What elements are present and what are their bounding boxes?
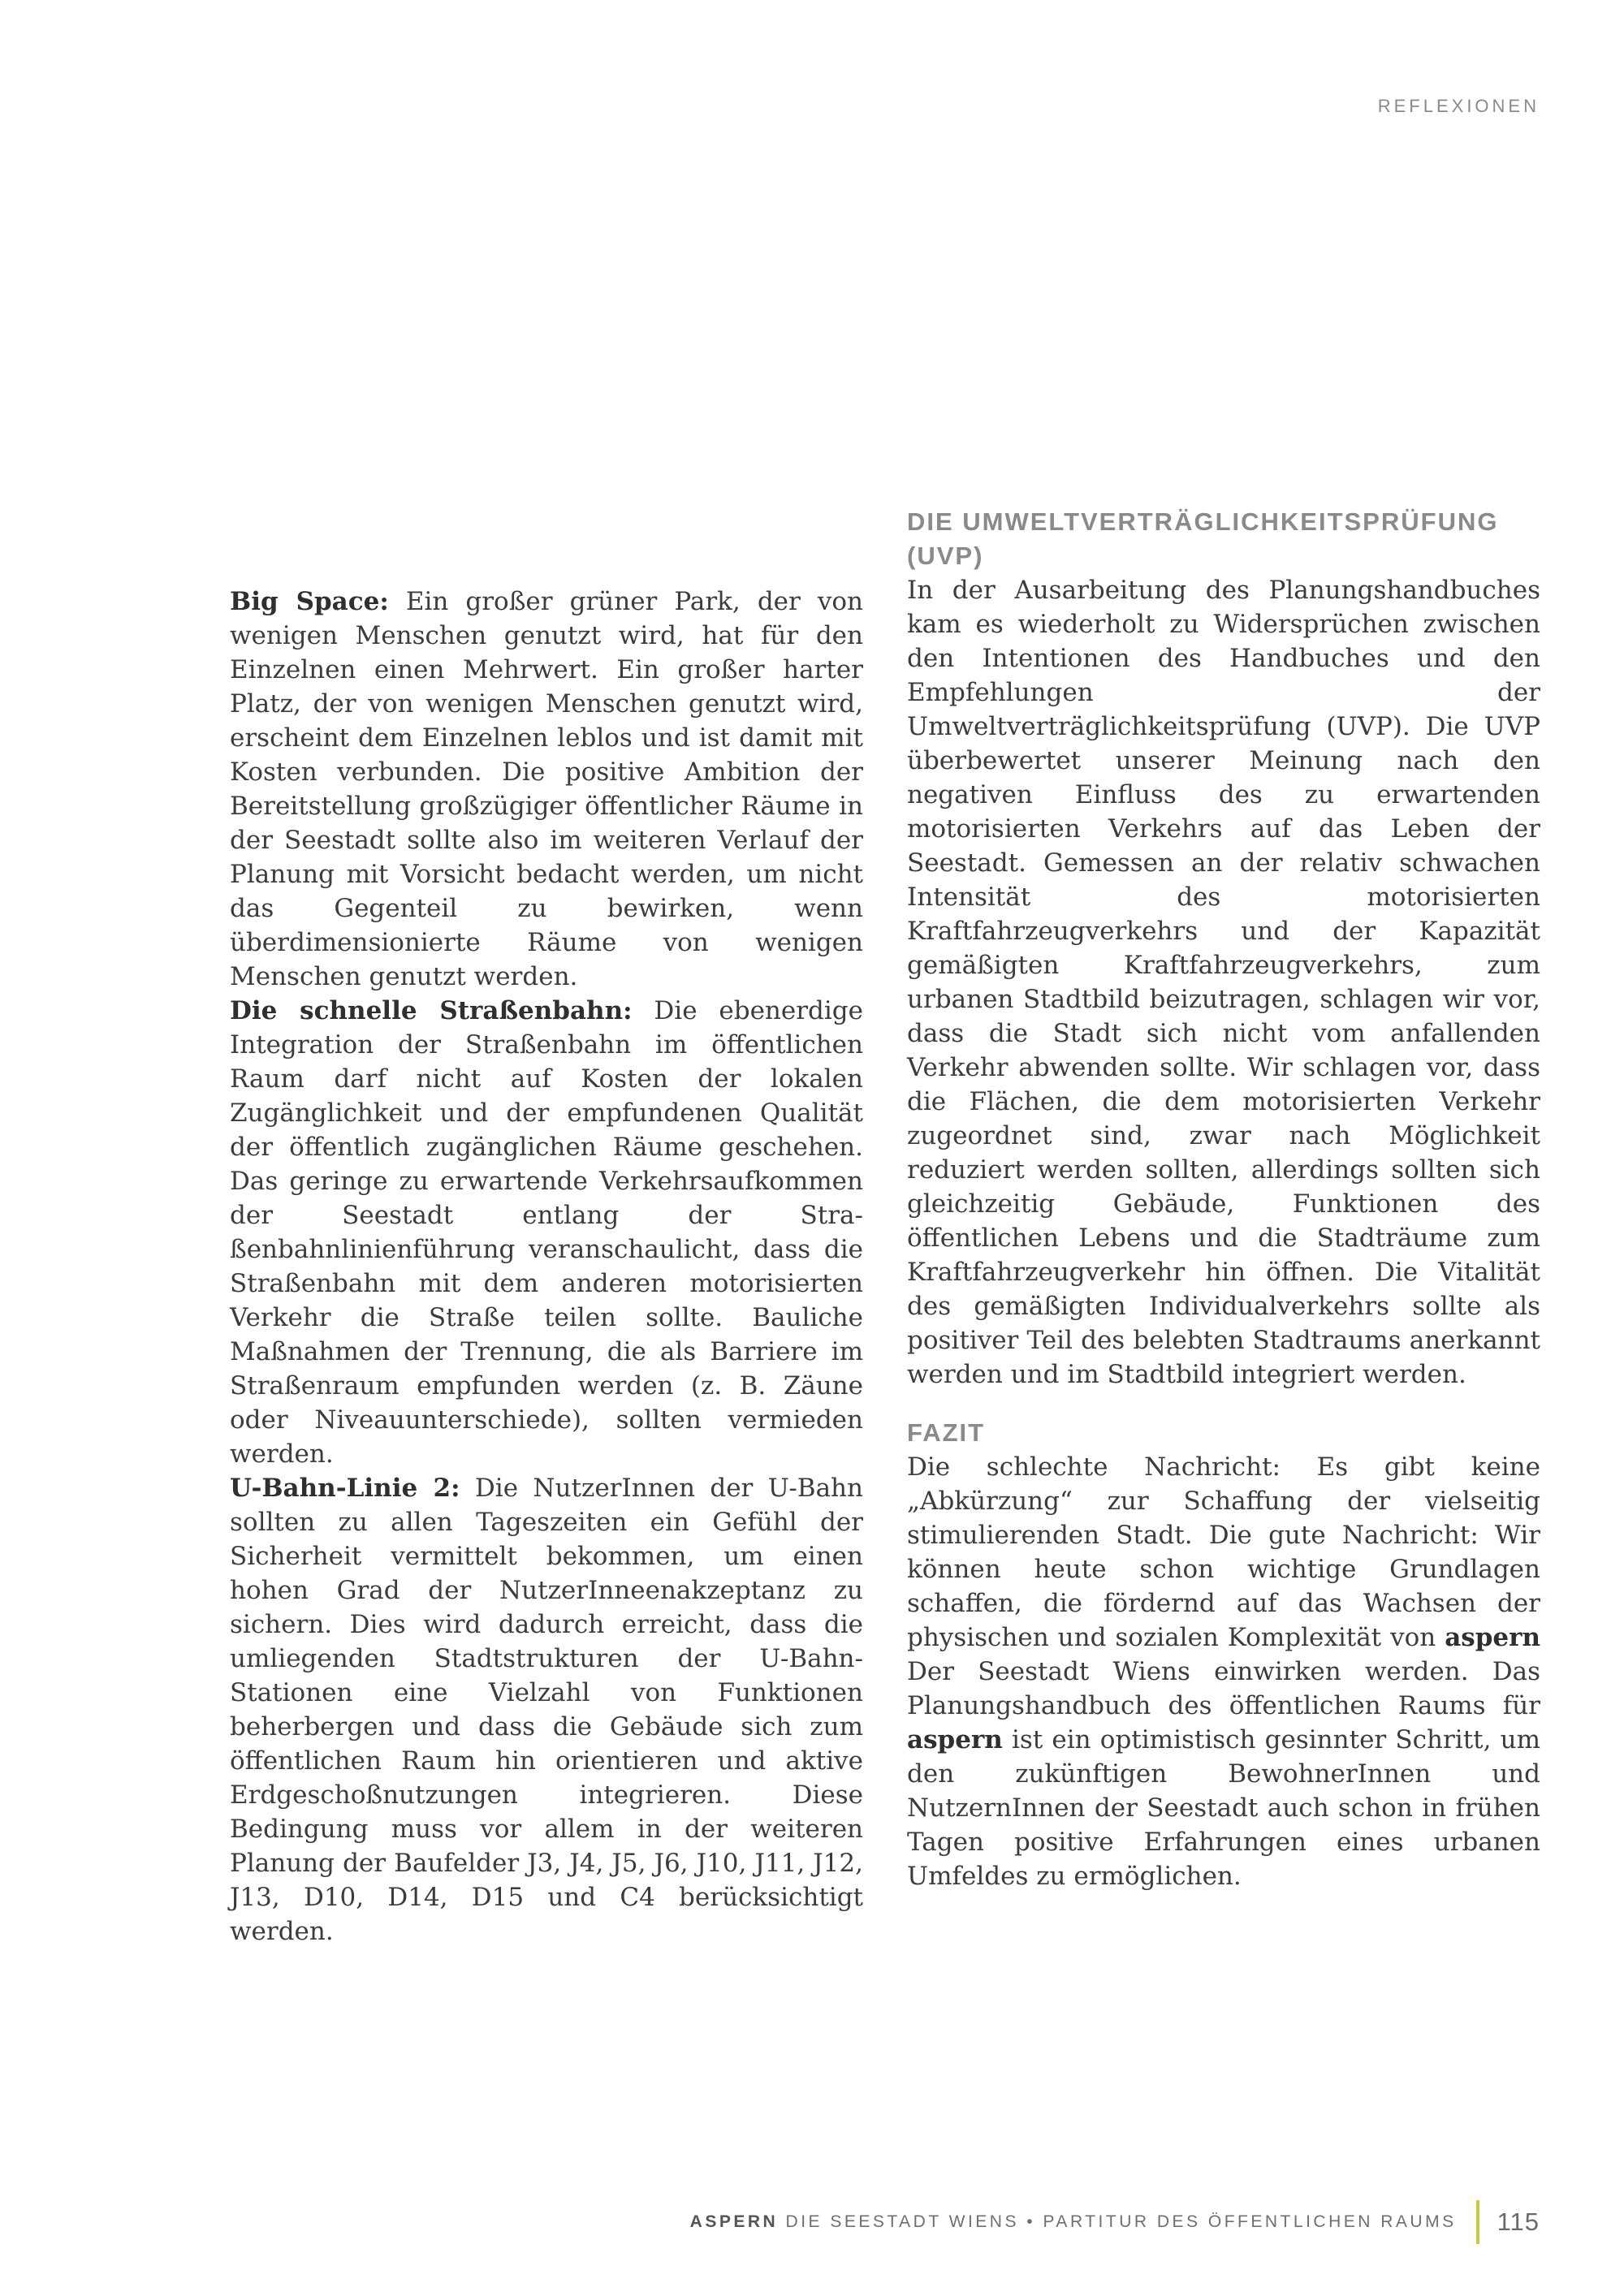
paragraph-text: Die NutzerInnen der U-Bahn sollten zu allen Tageszeiten ein Gefühl der Sicherheit vermittelt bekommen, um einen hohen Grad der NutzerInneenakzeptanz zu sichern. Dies wird dadurch erreicht, dass die umliegenden Stadtstrukturen der U-Bahn-Stationen eine Vielzahl von Funktionen beherbergen und dass die Gebäude sich zum öffentlichen Raum hin orientieren und aktive Erdgeschoßnutzungen integrieren. Diese Bedingung muss vor allem in der weiteren Planung der Baufelder J3, J4, J5, J6, J10, J11, J12, J13, D10, D14, D15 und C4 berücksichtigt werden. bbox=[230, 1474, 863, 1946]
brand-name: aspern bbox=[907, 1725, 1003, 1754]
fazit-text: Die schlechte Nachricht: Es gibt keine „Abkürzung“ zur Schaffung der vielseitig stimulierenden Stadt. Die gute Nachricht: Wir können heute schon wichtige Grundlagen schaffen, die fördernd auf das Wachsen der physischen und sozialen Komplexität von bbox=[907, 1452, 1540, 1652]
uvp-paragraph: In der Ausarbeitung des Planungshandbuches kam es wiederholt zu Widersprüchen zwischen den Intentionen des Handbuches und den Empfehlungen der Umweltverträglichkeitsprüfung (UVP). Die UVP überbewertet unserer Meinung nach den negativen Einfluss des zu erwartenden motorisierten Verkehrs auf das Leben der Seestadt. Gemessen an der relativ schwachen Intensität des motorisierten Kraftfahrzeugverkehrs und der Kapazität gemäßigten Kraftfahrzeugverkehrs, zum urbanen Stadtbild beizutragen, schlagen wir vor, dass die Stadt sich nicht vom anfallenden Verkehr abwenden sollte. Wir schlagen vor, dass die Flächen, die dem motorisierten Verkehr zugeordnet sind, zwar nach Möglichkeit reduziert werden sollten, allerdings sollten sich gleichzeitig Gebäude, Funktionen des öffentlichen Lebens und die Stadträume zum Kraftfahrzeugverkehr hin öffnen. Die Vitalität des gemäßigten Individualverkehrs sollte als positiver Teil des belebten Stadtraums anerkannt werden und im Stadtbild integriert werden. bbox=[907, 576, 1540, 1389]
footer-divider bbox=[1476, 2200, 1479, 2244]
paragraph-lead: Die schnelle Straßenbahn: bbox=[230, 996, 633, 1025]
left-column bbox=[230, 585, 863, 1949]
fazit-heading: FAZIT bbox=[907, 1418, 986, 1447]
paragraph-lead: Big Space: bbox=[230, 587, 389, 616]
paragraph-u-bahn bbox=[230, 1471, 863, 1949]
section-label: REFLEXIONEN bbox=[1377, 96, 1540, 116]
paragraph-strassenbahn bbox=[230, 994, 863, 1471]
fazit-paragraph bbox=[907, 1450, 1540, 1893]
paragraph-text: Die ebenerdige Integration der Straßenbahn im öffentlichen Raum darf nicht auf Kosten der lokalen Zugänglichkeit und der empfundenen Qualität der öffentlich zugänglichen Räume geschehen. Das geringe zu erwartende Verkehrsaufkommen der Seestadt entlang der Straßenbahnlinienführung veranschaulicht, dass die Straßenbahn mit dem anderen motorisierten Verkehr die Straße teilen sollte. Bauliche Maßnahmen der Trennung, die als Barriere im Straßenraum empfunden werden (z. B. Zäune oder Niveauunterschiede), sollten vermieden werden. bbox=[230, 996, 863, 1469]
paragraph-text: Ein großer grüner Park, der von wenigen Menschen genutzt wird, hat für den Einzelnen einen Mehrwert. Ein großer harter Platz, der von wenigen Menschen genutzt wird, erscheint dem Einzelnen leblos und ist damit mit Kosten verbunden. Die positive Ambition der Bereitstellung großzügiger öffentlicher Räume in der Seestadt sollte also im weiteren Verlauf der Planung mit Vorsicht bedacht werden, um nicht das Gegenteil zu bewirken, wenn überdimensionierte Räume von wenigen Menschen genutzt werden. bbox=[230, 587, 863, 991]
page-number: 115 bbox=[1497, 2208, 1540, 2236]
footer-subtitle: DIE SEESTADT WIENS • PARTITUR DES ÖFFENTLICHEN RAUMS bbox=[778, 2212, 1457, 2231]
brand-name: aspern bbox=[1445, 1623, 1540, 1652]
uvp-heading: DIE UMWELTVERTRÄGLICHKEITSPRÜFUNG (UVP) bbox=[907, 507, 1499, 570]
fazit-text: Der Seestadt Wiens einwirken werden. Das Planungshandbuch des öffentlichen Raums für bbox=[907, 1657, 1540, 1720]
paragraph-big-space bbox=[230, 585, 863, 994]
fazit-text: ist ein optimistisch gesinnter Schritt, um den zukünftigen BewohnerInnen und NutzernInnen der Seestadt auch schon in frühen Tagen positive Erfahrungen eines urbanen Umfeldes zu ermöglichen. bbox=[907, 1725, 1540, 1891]
right-column bbox=[907, 505, 1540, 1893]
page-footer bbox=[690, 2200, 1540, 2244]
footer-brand: ASPERN bbox=[689, 2212, 779, 2231]
paragraph-lead: U-Bahn-Linie 2: bbox=[230, 1474, 460, 1503]
footer-title bbox=[690, 2212, 1457, 2232]
